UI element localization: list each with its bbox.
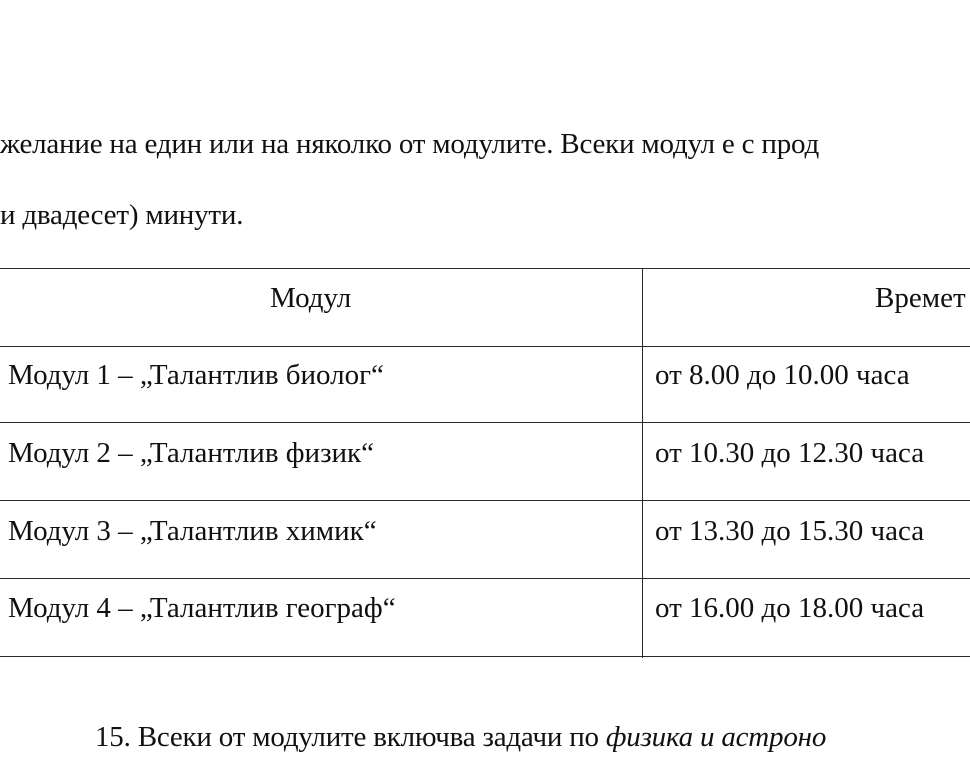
- table-column-divider: [642, 268, 643, 658]
- row-4-time: от 16.00 до 18.00 часа: [655, 592, 925, 624]
- modules-table: [0, 268, 970, 658]
- row-3-module: Модул 3 – „Талантлив химик“: [8, 515, 377, 547]
- paragraph-line-2: и двадесет) минути.: [0, 199, 244, 231]
- table-rule-row-1: [0, 422, 970, 423]
- column-header-module: Модул: [270, 282, 352, 314]
- row-3-time: от 13.30 до 15.30 часа: [655, 515, 925, 547]
- item-15-prefix: 15. Всеки от модулите включва задачи по: [95, 721, 606, 753]
- table-rule-row-3: [0, 578, 970, 579]
- row-1-time: от 8.00 до 10.00 часа: [655, 359, 910, 391]
- column-header-time: Времет: [875, 282, 966, 314]
- table-rule-row-2: [0, 500, 970, 501]
- row-1-module: Модул 1 – „Талантлив биолог“: [8, 359, 384, 391]
- row-2-time: от 10.30 до 12.30 часа: [655, 437, 925, 469]
- paragraph-line-1: желание на един или на няколко от модулите. Всеки модул е с прод: [0, 128, 820, 160]
- table-rule-bottom: [0, 656, 970, 657]
- table-rule-header: [0, 346, 970, 347]
- item-15-text: [95, 720, 826, 754]
- item-15-italic: физика и астроно: [605, 721, 827, 753]
- row-2-module: Модул 2 – „Талантлив физик“: [8, 437, 375, 469]
- table-rule-top: [0, 268, 970, 269]
- row-4-module: Модул 4 – „Талантлив географ“: [8, 592, 396, 624]
